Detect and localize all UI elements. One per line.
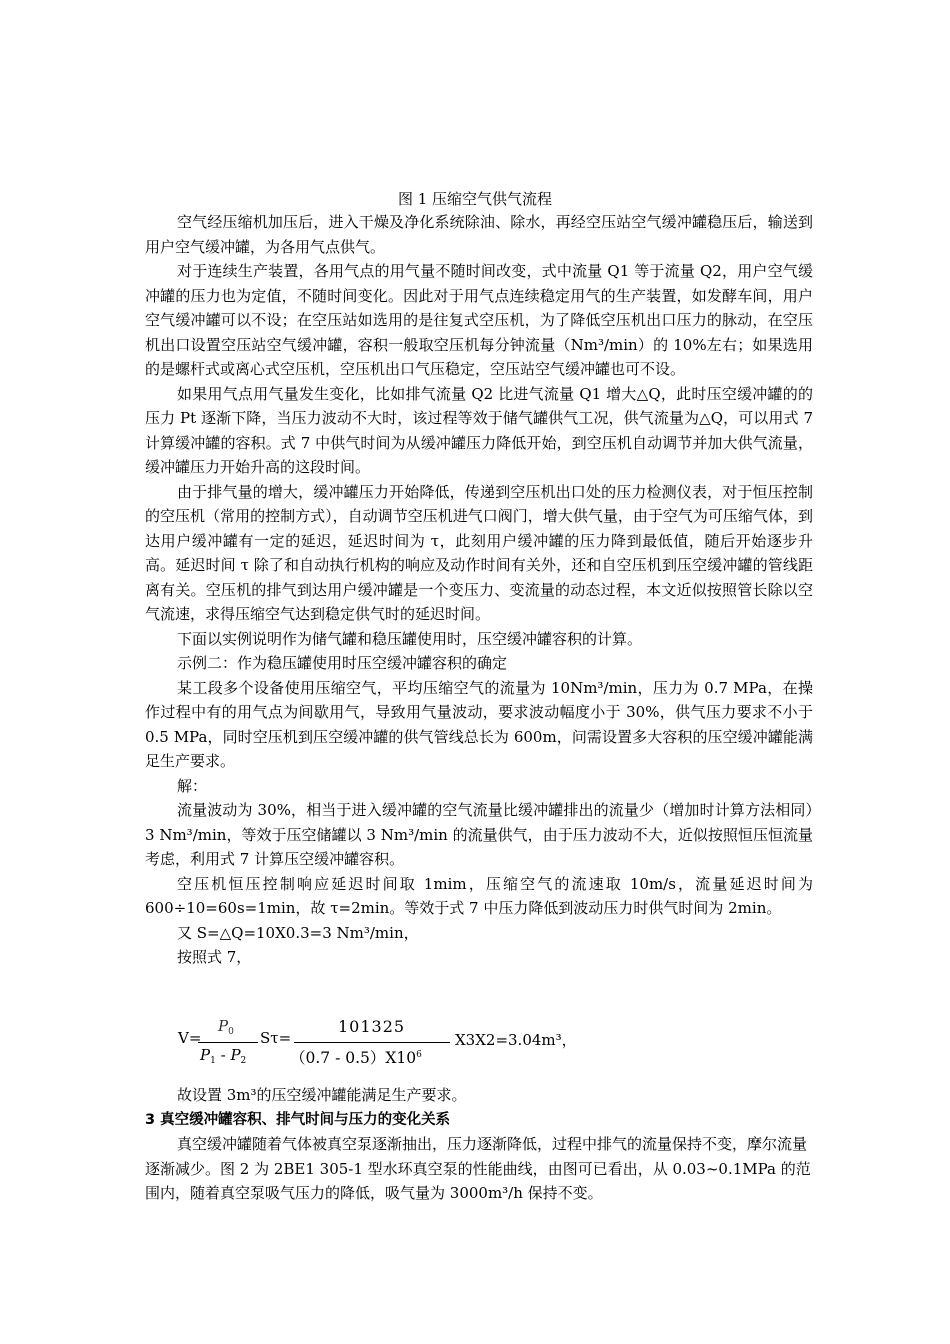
solution-label: 解： <box>177 776 208 795</box>
body-text <box>145 210 813 970</box>
paragraph: 下面以实例说明作为储气罐和稳压罐使用时，压空缓冲罐容积的计算。 <box>177 629 643 648</box>
paragraph: 某工段多个设备使用压缩空气，平均压缩空气的流量为 10Nm³/min，压力为 0.7 MPa，在操作过程中有的用气点为间歇用气，导致用气量波动，要求波动幅度小于 30%，供气压力要求不小于 0.5 MPa，同时空压机到压空缓冲罐的供气管线总长为 600m，问需设置多大容积的压空缓冲罐能满足生产要求。 <box>145 678 813 770</box>
formula-frac1-line <box>198 1042 258 1043</box>
formula-tail: X3X2=3.04m³， <box>455 1031 577 1049</box>
section-heading: 3 真空缓冲罐容积、排气时间与压力的变化关系 <box>145 1111 451 1128</box>
paragraph: 真空缓冲罐随着气体被真空泵逐渐抽出，压力逐渐降低，过程中排气的流量保持不变，摩尔流量逐渐减少。图 2 为 2BE1 305-1 型水环真空泵的性能曲线，由图可已看出，从 0.03~0.1MPa 的范围内，随着真空泵吸气压力的降低，吸气量为 3000m³/h 保持不变。 <box>145 1135 811 1202</box>
paragraph: 又 S=△Q=10X0.3=3 Nm³/min， <box>177 923 419 942</box>
formula <box>178 1016 778 1074</box>
formula-frac2-denominator: $(0.7 - 0.5)X10^6$ <box>290 1049 422 1067</box>
formula-v-label: V= <box>178 1029 202 1047</box>
formula-frac2-numerator: 101325 <box>338 1017 406 1036</box>
paragraph: 流量波动为 30%，相当于进入缓冲罐的空气流量比缓冲罐排出的流量少（增加时计算方法相同）3 Nm³/min，等效于压空储罐以 3 Nm³/min 的流量供气，由于压力波动不大，近似按照恒压恒流量考虑，利用式 7 计算压空缓冲罐容积。 <box>145 801 813 868</box>
formula-frac1-denominator: $P_1 - P_2$ <box>200 1046 247 1066</box>
conclusion: 故设置 3m³的压空缓冲罐能满足生产要求。 <box>177 1086 467 1104</box>
paragraph: 由于排气量的增大，缓冲罐压力开始降低，传递到空压机出口处的压力检测仪表，对于恒压控制的空压机（常用的控制方式），自动调节空压机进气口阀门，增大供气量，由于空气为可压缩气体，到达用户缓冲罐有一定的延迟，延迟时间为 τ，此刻用户缓冲罐的压力降到最低值，随后开始逐步升高。延迟时间 τ 除了和自动执行机构的响应及动作时间有关外，还和自空压机到压空缓冲罐的管线距离有关。空压机的排气到达用户缓冲罐是一个变压力、变流量的动态过程，本文近似按照管长除以空气流速，求得压缩空气达到稳定供气时的延迟时间。 <box>145 482 813 623</box>
formula-s-tau: Sτ= <box>260 1029 292 1047</box>
formula-frac2-line <box>294 1042 450 1043</box>
paragraph: 如果用气点用气量发生变化，比如排气流量 Q2 比进气流量 Q1 增大△Q，此时压空缓冲罐的的压力 Pt 逐渐下降，当压力波动不大时，该过程等效于储气罐供气工况，供气流量为△Q，可以用式 7 计算缓冲罐的容积。式 7 中供气时间为从缓冲罐压力降低开始，到空压机自动调节并加大供气流量，缓冲罐压力开始升高的这段时间。 <box>145 384 813 476</box>
paragraph: 对于连续生产装置，各用气点的用气量不随时间改变，式中流量 Q1 等于流量 Q2，用户空气缓冲罐的压力也为定值，不随时间变化。因此对于用气点连续稳定用气的生产装置，如发酵车间，用户空气缓冲罐可以不设；在空压站如选用的是往复式空压机，为了降低空压机出口压力的脉动，在空压机出口设置空压站空气缓冲罐，容积一般取空压机每分钟流量（Nm³/min）的 10%左右；如果选用的是螺杆式或离心式空压机，空压机出口气压稳定，空压站空气缓冲罐也可不设。 <box>145 262 813 378</box>
paragraph: 按照式 7， <box>177 948 252 966</box>
figure-caption: 图 1 压缩空气供气流程 <box>397 190 553 208</box>
example-heading: 示例二：作为稳压罐使用时压空缓冲罐容积的确定 <box>177 654 508 672</box>
after-formula-text <box>145 1083 813 1206</box>
formula-frac1-numerator: $P_0$ <box>218 1017 234 1037</box>
paragraph: 空压机恒压控制响应延迟时间取 1mim，压缩空气的流速取 10m/s，流量延迟时间为 600÷10=60s=1min，故 τ=2min。等效于式 7 中压力降低到波动压力时供气时间为 2min。 <box>145 874 813 917</box>
paragraph: 空气经压缩机加压后，进入干燥及净化系统除油、除水，再经空压站空气缓冲罐稳压后，输送到用户空气缓冲罐，为各用气点供气。 <box>145 213 813 256</box>
